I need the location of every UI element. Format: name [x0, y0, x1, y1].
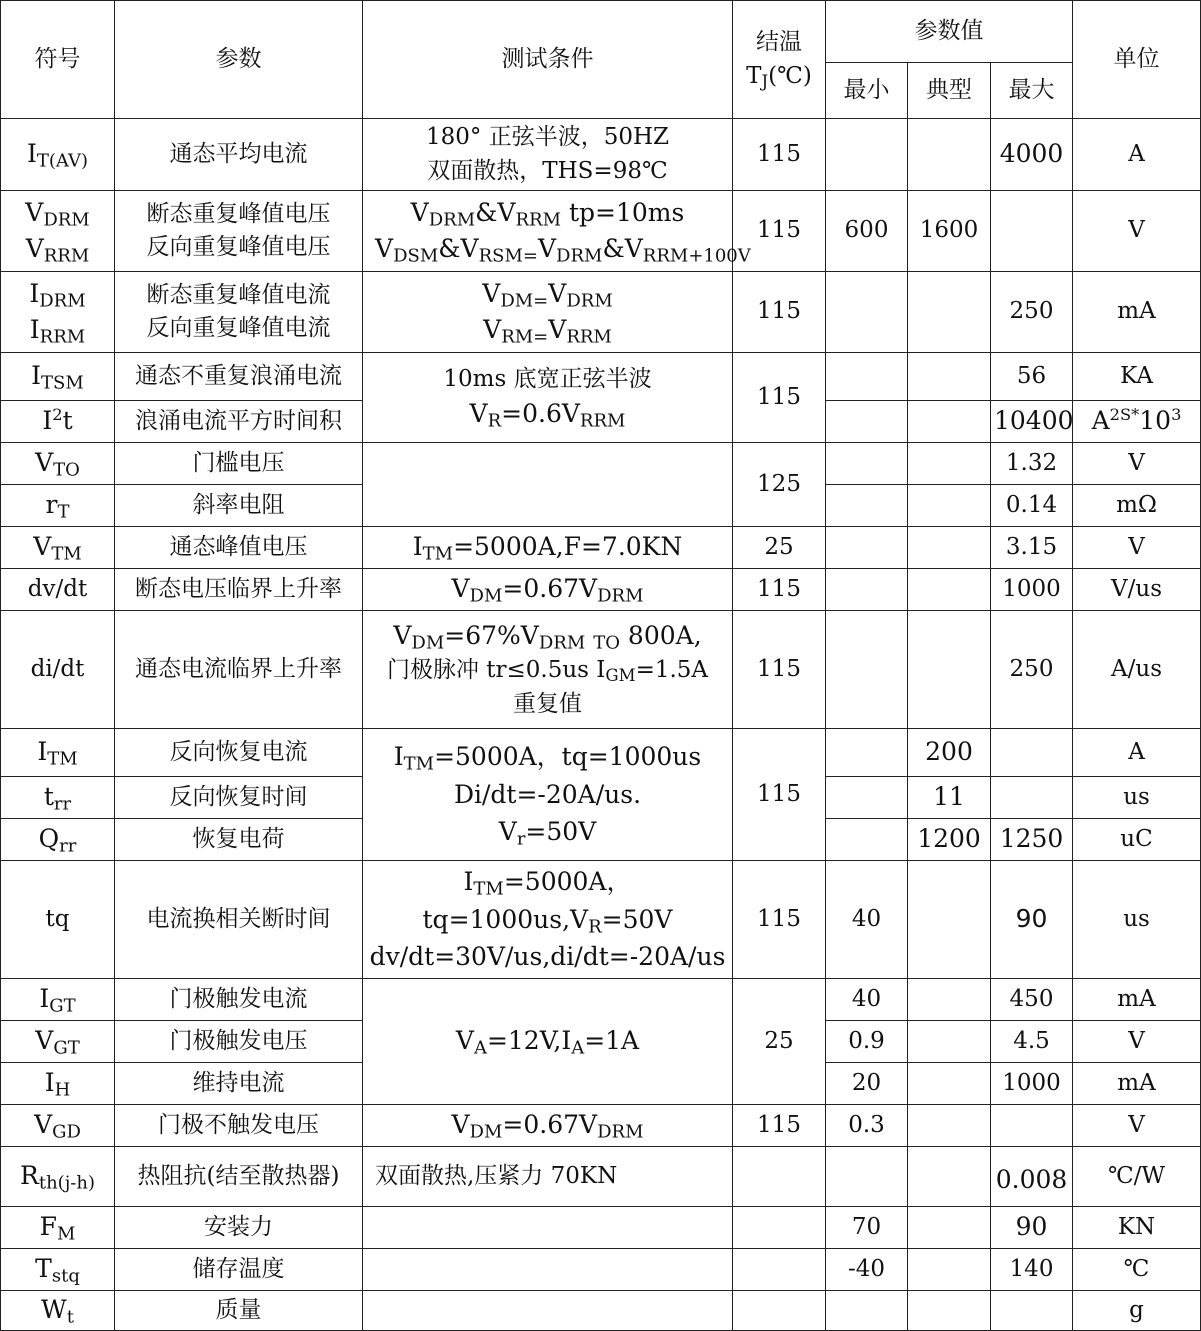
condition-cell: $I_{TM}=5000A,F=7.0KN$ — [363, 527, 733, 569]
unit-cell: A — [1073, 729, 1201, 777]
symbol-cell: $W_t$ — [1, 1291, 115, 1331]
typ-cell — [908, 979, 991, 1021]
min-cell — [826, 569, 908, 611]
condition-cell: $V_{DM}=0.67V_{DRM}$ — [363, 569, 733, 611]
max-cell: 1.32 — [991, 443, 1073, 485]
min-cell — [826, 777, 908, 819]
condition-cell: 180° 正弦半波，50HZ 双面散热，THS=98℃ — [363, 119, 733, 191]
condition-cell: $V_{DM=}V_{DRM}$ $V_{RM=}V_{RRM}$ — [363, 272, 733, 353]
max-cell: 250 — [991, 272, 1073, 353]
min-cell — [826, 119, 908, 191]
typ-cell — [908, 1105, 991, 1147]
unit-cell: mA — [1073, 979, 1201, 1021]
symbol-cell: $V_{TO}$ — [1, 443, 115, 485]
unit-cell: mA — [1073, 1063, 1201, 1105]
parameter-cell: 通态不重复浪涌电流 — [115, 353, 363, 401]
max-cell: 250 — [991, 611, 1073, 729]
parameter-cell: 门极触发电压 — [115, 1021, 363, 1063]
typ-cell — [908, 443, 991, 485]
parameter-cell: 门极不触发电压 — [115, 1105, 363, 1147]
table-row — [1, 1207, 1201, 1249]
min-cell — [826, 729, 908, 777]
max-cell: 90 — [991, 1207, 1073, 1249]
typ-cell — [908, 611, 991, 729]
symbol-cell: $R_{th(j-h)}$ — [1, 1147, 115, 1207]
unit-cell: ℃ — [1073, 1249, 1201, 1291]
max-cell: 1250 — [991, 819, 1073, 861]
max-cell — [991, 729, 1073, 777]
symbol-cell: $I_{GT}$ — [1, 979, 115, 1021]
max-cell: 10400 — [991, 401, 1073, 443]
condition-cell — [363, 443, 733, 527]
parameter-cell: 门槛电压 — [115, 443, 363, 485]
parameter-cell: 断态重复峰值电流 反向重复峰值电流 — [115, 272, 363, 353]
typ-cell — [908, 527, 991, 569]
typ-cell: 1200 — [908, 819, 991, 861]
min-cell: 600 — [826, 191, 908, 272]
symbol-cell: $I^2t$ — [1, 401, 115, 443]
min-cell — [826, 353, 908, 401]
tj-cell: 115 — [733, 569, 826, 611]
tj-cell: 125 — [733, 443, 826, 527]
max-cell: 90 — [991, 861, 1073, 979]
symbol-cell: $V_{TM}$ — [1, 527, 115, 569]
parameter-cell: 断态重复峰值电压 反向重复峰值电压 — [115, 191, 363, 272]
tj-cell — [733, 1291, 826, 1331]
unit-cell: A/us — [1073, 611, 1201, 729]
max-cell: 1000 — [991, 1063, 1073, 1105]
unit-cell: KA — [1073, 353, 1201, 401]
max-cell — [991, 1105, 1073, 1147]
min-cell — [826, 443, 908, 485]
table-row — [1, 1249, 1201, 1291]
max-cell: 4000 — [991, 119, 1073, 191]
symbol-cell: $I_{DRM}$ $I_{RRM}$ — [1, 272, 115, 353]
typ-cell: 1600 — [908, 191, 991, 272]
symbol-cell: $t_{rr}$ — [1, 777, 115, 819]
condition-cell: $V_{DRM}\&V_{RRM}$ tp=10ms $V_{DSM}\&V_{RSM=}V_{DRM}\&V_{RRM+100V}$ — [363, 191, 733, 272]
condition-cell — [363, 1207, 733, 1249]
symbol-cell: tq — [1, 861, 115, 979]
unit-cell: V — [1073, 1105, 1201, 1147]
min-cell — [826, 611, 908, 729]
header-tj — [733, 1, 826, 119]
tj-cell: 115 — [733, 729, 826, 861]
table-row — [1, 527, 1201, 569]
max-cell: 0.14 — [991, 485, 1073, 527]
symbol-cell: $V_{GT}$ — [1, 1021, 115, 1063]
parameter-cell: 浪涌电流平方时间积 — [115, 401, 363, 443]
tj-cell: 115 — [733, 861, 826, 979]
typ-cell — [908, 401, 991, 443]
tj-cell: 115 — [733, 191, 826, 272]
condition-cell: $I_{TM}=5000A$，tq=1000us Di/dt=-20A/us. $V_r=50V$ — [363, 729, 733, 861]
condition-cell: $V_A=12V,I_A=1A$ — [363, 979, 733, 1105]
unit-cell: $A^{2S*}10^3$ — [1073, 401, 1201, 443]
typ-cell — [908, 1249, 991, 1291]
min-cell: 40 — [826, 861, 908, 979]
table-row — [1, 191, 1201, 272]
max-cell — [991, 191, 1073, 272]
header-row-top — [1, 1, 1201, 63]
parameter-cell: 斜率电阻 — [115, 485, 363, 527]
unit-cell: V — [1073, 1021, 1201, 1063]
min-cell — [826, 527, 908, 569]
min-cell — [826, 1291, 908, 1331]
condition-cell: 双面散热,压紧力 70KN — [363, 1147, 733, 1207]
typ-cell: 11 — [908, 777, 991, 819]
min-cell — [826, 272, 908, 353]
parameter-cell: 维持电流 — [115, 1063, 363, 1105]
typ-cell: 200 — [908, 729, 991, 777]
min-cell — [826, 485, 908, 527]
max-cell: 140 — [991, 1249, 1073, 1291]
header-values: 参数值 — [826, 1, 1073, 63]
unit-cell: ℃/W — [1073, 1147, 1201, 1207]
parameter-cell: 热阻抗(结至散热器) — [115, 1147, 363, 1207]
unit-cell: uC — [1073, 819, 1201, 861]
min-cell: 0.9 — [826, 1021, 908, 1063]
table-row — [1, 611, 1201, 729]
tj-cell — [733, 1207, 826, 1249]
tj-cell — [733, 1147, 826, 1207]
header-typ: 典型 — [908, 63, 991, 119]
typ-cell — [908, 272, 991, 353]
min-cell: 20 — [826, 1063, 908, 1105]
typ-cell — [908, 1291, 991, 1331]
table-row — [1, 861, 1201, 979]
unit-cell: mΩ — [1073, 485, 1201, 527]
table-row — [1, 119, 1201, 191]
unit-cell: mA — [1073, 272, 1201, 353]
max-cell — [991, 1291, 1073, 1331]
typ-cell — [908, 861, 991, 979]
table-row — [1, 729, 1201, 777]
table-row — [1, 1105, 1201, 1147]
max-cell: 56 — [991, 353, 1073, 401]
unit-cell: V — [1073, 527, 1201, 569]
parameter-cell: 断态电压临界上升率 — [115, 569, 363, 611]
parameter-cell: 反向恢复电流 — [115, 729, 363, 777]
unit-cell: V — [1073, 443, 1201, 485]
typ-cell — [908, 119, 991, 191]
min-cell — [826, 401, 908, 443]
max-cell: 4.5 — [991, 1021, 1073, 1063]
symbol-cell: $F_M$ — [1, 1207, 115, 1249]
typ-cell — [908, 485, 991, 527]
table-row — [1, 1291, 1201, 1331]
min-cell — [826, 1147, 908, 1207]
unit-cell: g — [1073, 1291, 1201, 1331]
condition-cell: 10ms 底宽正弦半波 $V_R=0.6V_{RRM}$ — [363, 353, 733, 443]
max-cell: 1000 — [991, 569, 1073, 611]
table-row — [1, 353, 1201, 401]
typ-cell — [908, 569, 991, 611]
parameter-cell: 通态平均电流 — [115, 119, 363, 191]
parameter-cell: 门极触发电流 — [115, 979, 363, 1021]
unit-cell: KN — [1073, 1207, 1201, 1249]
symbol-cell: $r_T$ — [1, 485, 115, 527]
table-row — [1, 443, 1201, 485]
table-row — [1, 979, 1201, 1021]
unit-cell: us — [1073, 777, 1201, 819]
parameter-cell: 储存温度 — [115, 1249, 363, 1291]
max-cell: 3.15 — [991, 527, 1073, 569]
table-row — [1, 1147, 1201, 1207]
tj-cell: 115 — [733, 353, 826, 443]
unit-cell: us — [1073, 861, 1201, 979]
condition-cell — [363, 1291, 733, 1331]
typ-cell — [908, 1063, 991, 1105]
tj-cell: 115 — [733, 611, 826, 729]
header-unit: 单位 — [1073, 1, 1201, 119]
symbol-cell: $V_{GD}$ — [1, 1105, 115, 1147]
header-symbol: 符号 — [1, 1, 115, 119]
typ-cell — [908, 1021, 991, 1063]
min-cell: 70 — [826, 1207, 908, 1249]
header-tj-symbol: $T_J(℃)$ — [746, 62, 812, 91]
condition-cell: $V_{DM}=0.67V_{DRM}$ — [363, 1105, 733, 1147]
symbol-cell: dv/dt — [1, 569, 115, 611]
symbol-cell: $I_H$ — [1, 1063, 115, 1105]
parameter-cell: 质量 — [115, 1291, 363, 1331]
parameter-cell: 通态电流临界上升率 — [115, 611, 363, 729]
max-cell: 0.008 — [991, 1147, 1073, 1207]
condition-cell: $V_{DM}=67\%V_{DRM}$ $_{TO}$ 800A, 门极脉冲 tr≤0.5us $I_{GM}=1.5A$ 重复值 — [363, 611, 733, 729]
symbol-cell: $T_{stq}$ — [1, 1249, 115, 1291]
header-max: 最大 — [991, 63, 1073, 119]
header-min: 最小 — [826, 63, 908, 119]
header-parameter: 参数 — [115, 1, 363, 119]
table-row — [1, 569, 1201, 611]
typ-cell — [908, 1147, 991, 1207]
parameter-cell: 安装力 — [115, 1207, 363, 1249]
symbol-cell: $Q_{rr}$ — [1, 819, 115, 861]
unit-cell: V/us — [1073, 569, 1201, 611]
parameter-cell: 电流换相关断时间 — [115, 861, 363, 979]
symbol-cell: $I_{T(AV)}$ — [1, 119, 115, 191]
symbol-cell: di/dt — [1, 611, 115, 729]
condition-cell: $I_{TM}=5000A$， $tq=1000us,V_R=50V$ dv/dt=30V/us,di/dt=-20A/us — [363, 861, 733, 979]
max-cell: 450 — [991, 979, 1073, 1021]
header-tj-label: 结温 — [756, 29, 802, 56]
min-cell: -40 — [826, 1249, 908, 1291]
table-row — [1, 272, 1201, 353]
unit-cell: A — [1073, 119, 1201, 191]
tj-cell: 115 — [733, 119, 826, 191]
tj-cell: 25 — [733, 979, 826, 1105]
symbol-cell: $I_{TSM}$ — [1, 353, 115, 401]
parameter-cell: 反向恢复时间 — [115, 777, 363, 819]
tj-cell: 115 — [733, 272, 826, 353]
min-cell — [826, 819, 908, 861]
tj-cell: 115 — [733, 1105, 826, 1147]
tj-cell: 25 — [733, 527, 826, 569]
typ-cell — [908, 1207, 991, 1249]
min-cell: 0.3 — [826, 1105, 908, 1147]
typ-cell — [908, 353, 991, 401]
symbol-cell: $I_{TM}$ — [1, 729, 115, 777]
max-cell — [991, 777, 1073, 819]
parameter-cell: 恢复电荷 — [115, 819, 363, 861]
header-condition: 测试条件 — [363, 1, 733, 119]
unit-cell: V — [1073, 191, 1201, 272]
condition-cell — [363, 1249, 733, 1291]
min-cell: 40 — [826, 979, 908, 1021]
parameter-cell: 通态峰值电压 — [115, 527, 363, 569]
tj-cell — [733, 1249, 826, 1291]
symbol-cell: $V_{DRM}$ $V_{RRM}$ — [1, 191, 115, 272]
